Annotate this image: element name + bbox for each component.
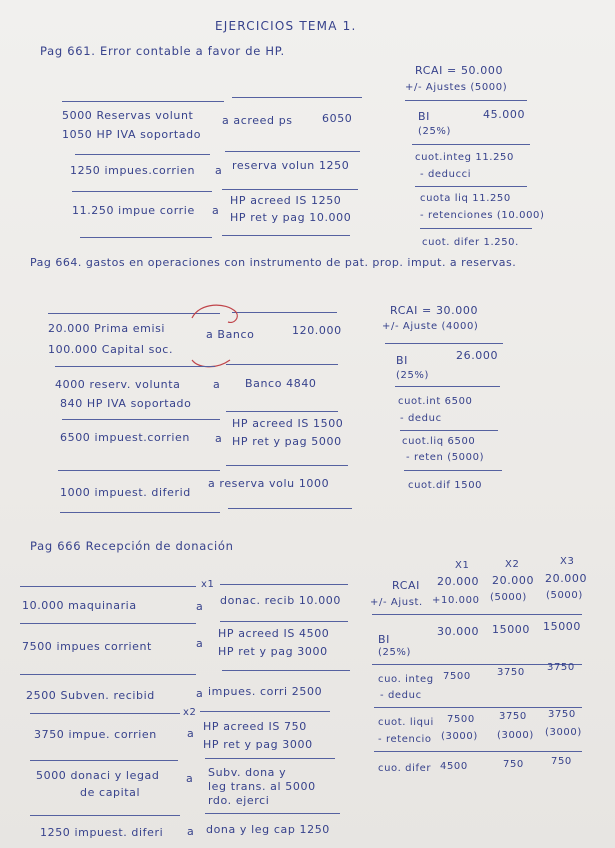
entry-separator [20,623,196,624]
s3-entry5-credit1: Subv. dona y [208,766,287,779]
s3-entry5-debit1: 5000 donaci y legad [36,769,160,782]
s1-entry3-credit2: HP ret y pag 10.000 [230,211,352,224]
s3-entry1-a: a [196,600,204,613]
s2-entry2-credit: Banco 4840 [245,377,317,390]
s3-entry1-debit: 10.000 maquinaria [22,599,137,612]
s3-rcai-x1: 20.000 [437,575,480,588]
s3-rcai-label: RCAI [392,579,420,592]
s3-integ-label: cuo. integ [378,674,434,685]
calc-line [415,186,527,187]
s3-entry2-a: a [196,637,204,650]
s2-deducciones: - deduc [400,413,442,424]
s2-entry1-debit1: 20.000 Prima emisi [48,322,166,335]
s3-entry5-credit2: leg trans. al 5000 [208,780,316,793]
s3-dif-x1: 4500 [440,761,468,772]
s1-entry1-amount: 6050 [322,112,353,125]
s2-bi-label: BI [396,354,408,367]
s3-entry2-credit2: HP ret y pag 3000 [218,645,328,658]
s2-entry1-amount: 120.000 [292,324,342,337]
entry-separator [225,151,360,152]
s2-bi-value: 26.000 [456,349,499,362]
s2-entry4-debit: 1000 impuest. diferid [60,486,191,499]
s3-entry4-credit2: HP ret y pag 3000 [203,738,313,751]
s2-cuota-diferencial: cuot.dif 1500 [408,480,483,491]
s3-entry3-debit: 2500 Subven. recibid [26,689,155,702]
s2-entry2-a: a [213,378,221,391]
s2-entry4-credit: a reserva volu 1000 [208,477,330,490]
s3-entry6-credit: dona y leg cap 1250 [206,823,330,836]
s2-entry2-debit2: 840 HP IVA soportado [60,397,192,410]
s3-rcai-x2: 20.000 [492,574,535,587]
entry-separator [222,189,358,190]
calc-line [372,614,582,615]
s3-ret-x1: (3000) [441,731,478,742]
s3-liq-x2: 3750 [499,711,527,722]
s3-liq-label: cuot. liqui [378,717,434,728]
s2-rcai: RCAI = 30.000 [390,304,479,317]
s3-mark-x2: x2 [183,707,197,718]
s2-entry1-credit: a Banco [206,328,255,341]
calc-line [412,144,530,145]
s3-dif-x3: 750 [551,756,572,767]
s3-entry2-credit1: HP acreed IS 4500 [218,627,330,640]
s3-ret-label: - retencio [378,734,432,745]
s2-entry3-credit2: HP ret y pag 5000 [232,435,342,448]
entry-separator [226,465,348,466]
entry-separator [232,312,337,313]
entry-separator [58,470,220,471]
s2-entry3-credit1: HP acreed IS 1500 [232,417,344,430]
s2-cuota-liquida: cuot.liq 6500 [402,436,476,447]
entry-separator [228,508,352,509]
page-title: EJERCICIOS TEMA 1. [215,19,357,33]
s3-entry3-a: a [196,687,204,700]
entry-separator [30,713,180,714]
entry-separator [222,670,350,671]
s3-entry6-debit: 1250 impuest. diferi [40,826,164,839]
calc-line [374,707,582,708]
entry-separator [62,419,220,420]
s1-deducciones: - deducci [420,169,472,180]
entry-separator [226,364,338,365]
entry-separator [60,512,220,513]
s2-entry1-debit2: 100.000 Capital soc. [48,343,174,356]
s2-entry2-debit1: 4000 reserv. volunta [55,378,181,391]
s3-liq-x3: 3750 [548,709,576,720]
s3-ajust-x3: (5000) [546,590,583,601]
s3-entry6-a: a [187,825,195,838]
s1-ajustes: +/- Ajustes (5000) [405,82,508,93]
s2-entry3-debit: 6500 impuest.corrien [60,431,190,444]
s3-rcai-x3: 20.000 [545,572,588,585]
s3-col-x3: X3 [560,556,575,567]
s3-dif-x2: 750 [503,759,524,770]
s1-entry2-credit: reserva volun 1250 [232,159,350,172]
s3-ajust-x2: (5000) [490,592,527,603]
entry-separator [62,101,224,102]
s3-integ-x2: 3750 [497,667,525,678]
s3-dif-label: cuo. difer [378,763,432,774]
calc-line [400,430,498,431]
entry-separator [72,191,212,192]
s1-entry1-credit: a acreed ps [222,114,293,127]
s1-cuota-liquida: cuota liq 11.250 [420,193,511,204]
s3-integ-x3: 3750 [547,662,575,673]
calc-line [385,343,503,344]
entry-separator [222,235,350,236]
s1-entry1-debit1: 5000 Reservas volunt [62,109,194,122]
entry-separator [232,97,362,98]
s1-entry2-a: a [215,164,223,177]
entry-separator [30,760,178,761]
entry-separator [205,813,340,814]
calc-line [395,386,500,387]
s3-entry5-a: a [186,772,194,785]
s3-bi-x3: 15000 [543,620,581,633]
section2-heading: Pag 664. gastos en operaciones con instrumento de pat. prop. imput. a reservas. [30,256,517,269]
s1-rate: (25%) [418,126,452,137]
s1-entry3-a: a [212,204,220,217]
s1-entry2-debit: 1250 impues.corrien [70,164,196,177]
s1-entry1-debit2: 1050 HP IVA soportado [62,128,202,141]
s1-cuota-diferencial: cuot. difer 1.250. [422,237,519,248]
s3-rate: (25%) [378,647,412,658]
s1-cuota-integra: cuot.integ 11.250 [415,152,514,163]
calc-line [374,751,582,752]
s3-col-x2: X2 [505,559,520,570]
calc-line [404,470,502,471]
entry-separator [30,815,180,816]
s2-cuota-integra: cuot.int 6500 [398,396,473,407]
s3-deduc: - deduc [380,690,422,701]
entry-separator [220,621,348,622]
entry-separator [205,758,335,759]
s3-ajust-label: +/- Ajust. [370,597,423,608]
entry-separator [200,711,330,712]
s2-retenciones: - reten (5000) [406,452,485,463]
s3-entry4-credit1: HP acreed IS 750 [203,720,307,733]
s3-liq-x1: 7500 [447,714,475,725]
s2-ajuste: +/- Ajuste (4000) [382,321,479,332]
entry-separator [75,154,210,155]
s1-bi-label: BI [418,110,430,123]
calc-line [420,228,532,229]
section3-heading: Pag 666 Recepción de donación [30,539,234,553]
s3-col-x1: X1 [455,560,470,571]
s3-entry3-credit: impues. corri 2500 [208,685,323,698]
s1-retenciones: - retenciones (10.000) [420,210,545,221]
s3-entry1-credit: donac. recib 10.000 [220,594,341,607]
entry-separator [20,586,196,587]
entry-separator [55,366,215,367]
s3-entry4-a: a [187,727,195,740]
s3-bi-label: BI [378,633,390,646]
s1-entry3-credit1: HP acreed IS 1250 [230,194,342,207]
s3-ret-x2: (3000) [497,730,534,741]
s1-rcai: RCAI = 50.000 [415,64,504,77]
s1-bi-value: 45.000 [483,108,526,121]
s2-rate: (25%) [396,370,430,381]
s3-bi-x1: 30.000 [437,625,480,638]
s3-entry2-debit: 7500 impues corrient [22,640,152,653]
s3-entry5-debit2: de capital [80,786,141,799]
entry-separator [20,674,196,675]
s3-bi-x2: 15000 [492,623,530,636]
s3-ajust-x1: +10.000 [432,595,480,606]
s3-mark-x1: x1 [201,579,215,590]
entry-separator [226,411,338,412]
s2-entry3-a: a [215,432,223,445]
s3-entry4-debit: 3750 impue. corrien [34,728,157,741]
s3-entry5-credit3: rdo. ejerci [208,794,270,807]
calc-line [405,100,527,101]
section1-heading: Pag 661. Error contable a favor de HP. [40,44,285,58]
s3-integ-x1: 7500 [443,671,471,682]
s1-entry3-debit: 11.250 impue corrie [72,204,195,217]
s3-ret-x3: (3000) [545,727,582,738]
entry-separator [80,237,212,238]
entry-separator [220,584,348,585]
